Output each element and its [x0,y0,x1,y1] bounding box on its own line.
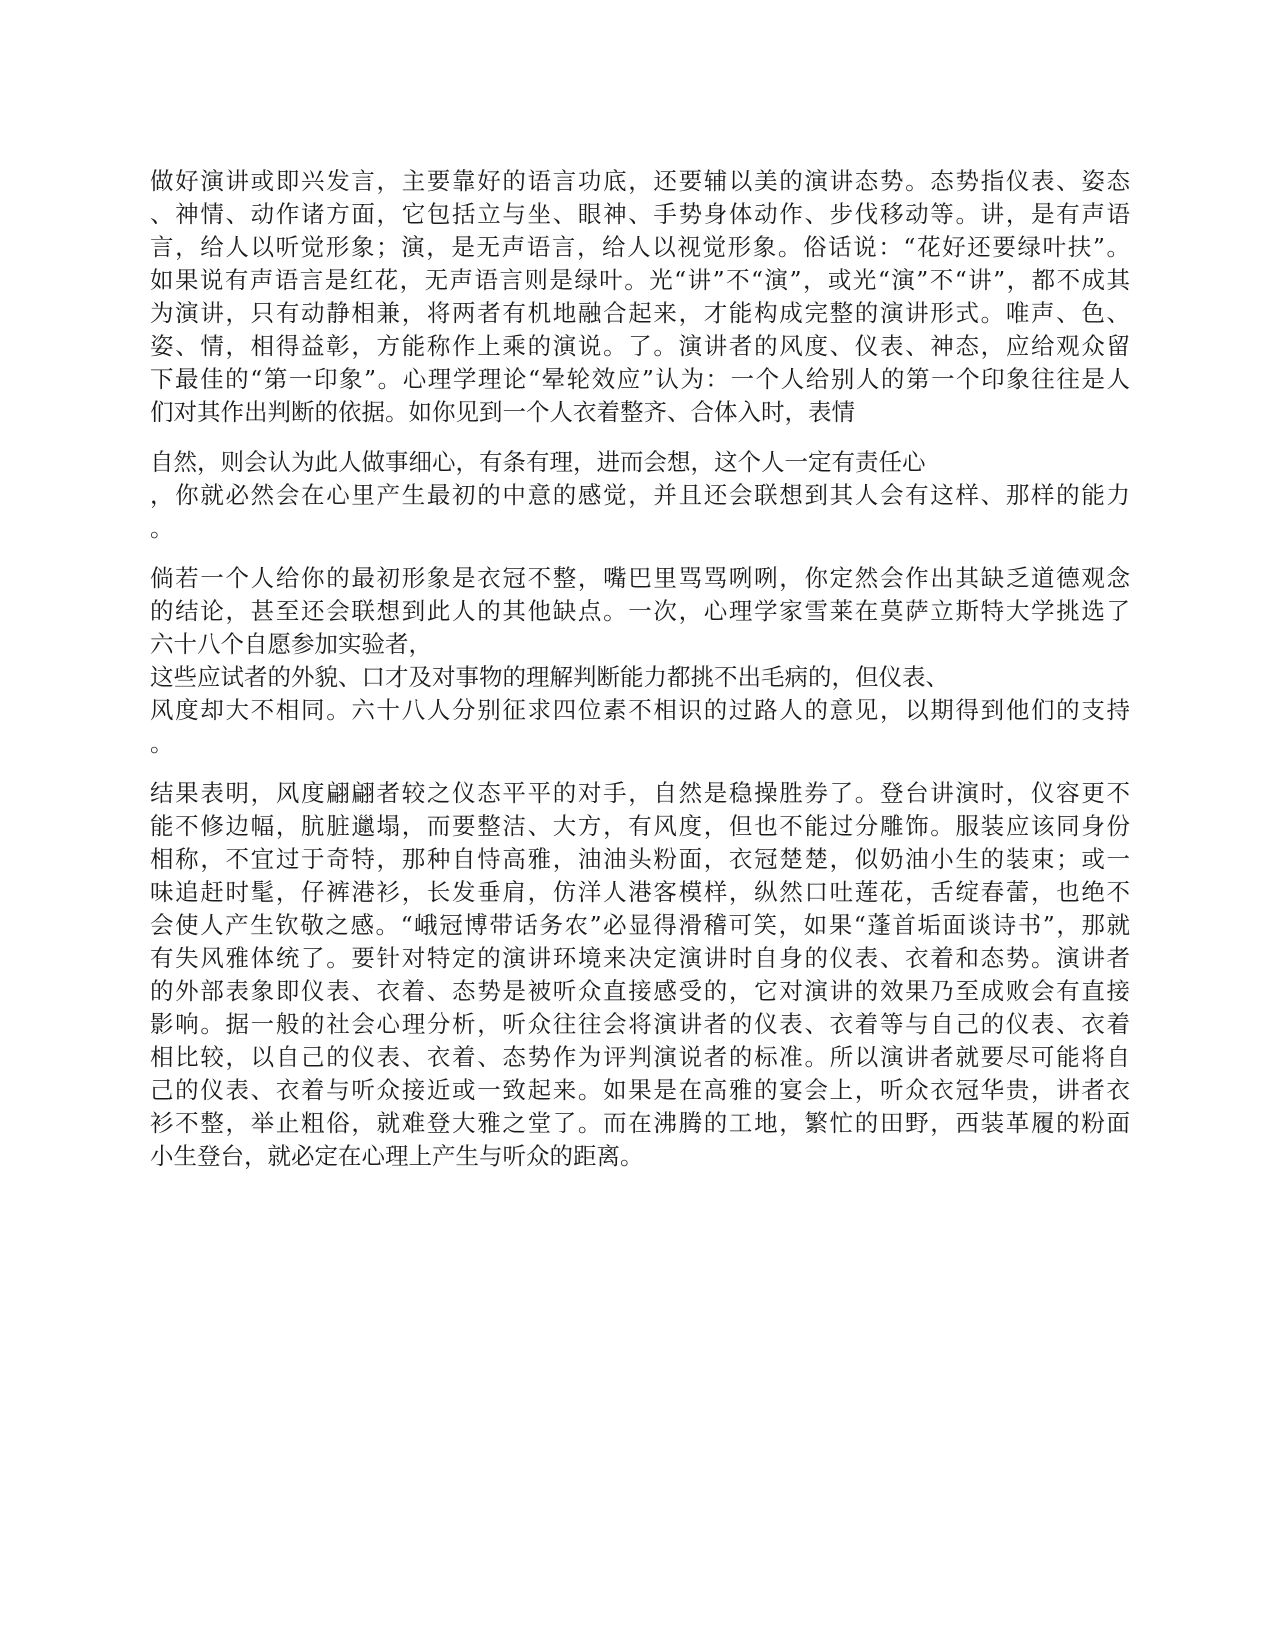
text-line: 六十八个自愿参加实验者， [150,630,432,658]
paragraph [150,562,1130,760]
paragraph [150,446,1130,545]
text-line: 衫不整，举止粗俗，就难登大雅之堂了。而在沸腾的工地，繁忙的田野，西装革履的粉面 [150,1109,1130,1137]
text-line: 的结论，甚至还会联想到此人的其他缺点。一次，心理学家雪莱在莫萨立斯特大学挑选了 [150,597,1130,625]
text-line: 结果表明，风度翩翩者较之仪态平平的对手，自然是稳操胜券了。登台讲演时，仪容更不 [150,779,1130,807]
text-line: 己的仪表、衣着与听众接近或一致起来。如果是在高雅的宴会上，听众衣冠华贵，讲者衣 [150,1076,1130,1104]
text-line: 。 [150,729,174,757]
text-line: 相比较，以自己的仪表、衣着、态势作为评判演说者的标准。所以演讲者就要尽可能将自 [150,1043,1130,1071]
text-line: 姿、情，相得益彰，方能称作上乘的演说。了。演讲者的风度、仪表、神态，应给观众留 [150,332,1130,360]
text-line: ，你就必然会在心里产生最初的中意的感觉，并且还会联想到其人会有这样、那样的能力 [150,481,1130,509]
text-line: 言，给人以听觉形象；演，是无声语言，给人以视觉形象。俗话说：“花好还要绿叶扶”。 [150,233,1130,261]
paragraph [150,777,1130,1173]
text-line: 做好演讲或即兴发言，主要靠好的语言功底，还要辅以美的演讲态势。态势指仪表、姿态 [150,167,1130,195]
text-line: 有失风雅体统了。要针对特定的演讲环境来决定演讲时自身的仪表、衣着和态势。演讲者 [150,944,1130,972]
text-line: 倘若一个人给你的最初形象是衣冠不整，嘴巴里骂骂咧咧，你定然会作出其缺乏道德观念 [150,564,1130,592]
text-line: 自然，则会认为此人做事细心，有条有理，进而会想，这个人一定有责任心 [150,448,926,476]
text-line: 、神情、动作诸方面，它包括立与坐、眼神、手势身体动作、步伐移动等。讲，是有声语 [150,200,1130,228]
text-line: 风度却大不相同。六十八人分别征求四位素不相识的过路人的意见，以期得到他们的支持 [150,696,1130,724]
text-line: 会使人产生钦敬之感。“峨冠博带话务农”必显得滑稽可笑，如果“蓬首垢面谈诗书”，那就 [150,911,1130,939]
text-line: 影响。据一般的社会心理分析，听众往往会将演讲者的仪表、衣着等与自己的仪表、衣着 [150,1010,1130,1038]
text-line: 们对其作出判断的依据。如你见到一个人衣着整齐、合体入时，表情 [150,398,855,426]
text-line: 的外部表象即仪表、衣着、态势是被听众直接感受的，它对演讲的效果乃至成败会有直接 [150,977,1130,1005]
text-line: 如果说有声语言是红花，无声语言则是绿叶。光“讲”不“演”，或光“演”不“讲”，都不成其 [150,266,1130,294]
text-line: 能不修边幅，肮脏邋塌，而要整洁、大方，有风度，但也不能过分雕饰。服装应该同身份 [150,812,1130,840]
text-line: 。 [150,514,174,542]
text-line: 为演讲，只有动静相兼，将两者有机地融合起来，才能构成完整的演讲形式。唯声、色、 [150,299,1130,327]
text-line: 下最佳的“第一印象”。心理学理论“晕轮效应”认为：一个人给别人的第一个印象往往是人 [150,365,1130,393]
document-body [150,165,1130,1190]
text-line: 这些应试者的外貌、口才及对事物的理解判断能力都挑不出毛病的，但仪表、 [150,663,949,691]
text-line: 味追赶时髦，仔裤港衫，长发垂肩，仿洋人港客模样，纵然口吐莲花，舌绽春蕾，也绝不 [150,878,1130,906]
paragraph [150,165,1130,429]
text-line: 相称，不宜过于奇特，那种自恃高雅，油油头粉面，衣冠楚楚，似奶油小生的装束；或一 [150,845,1130,873]
text-line: 小生登台，就必定在心理上产生与听众的距离。 [150,1142,644,1170]
